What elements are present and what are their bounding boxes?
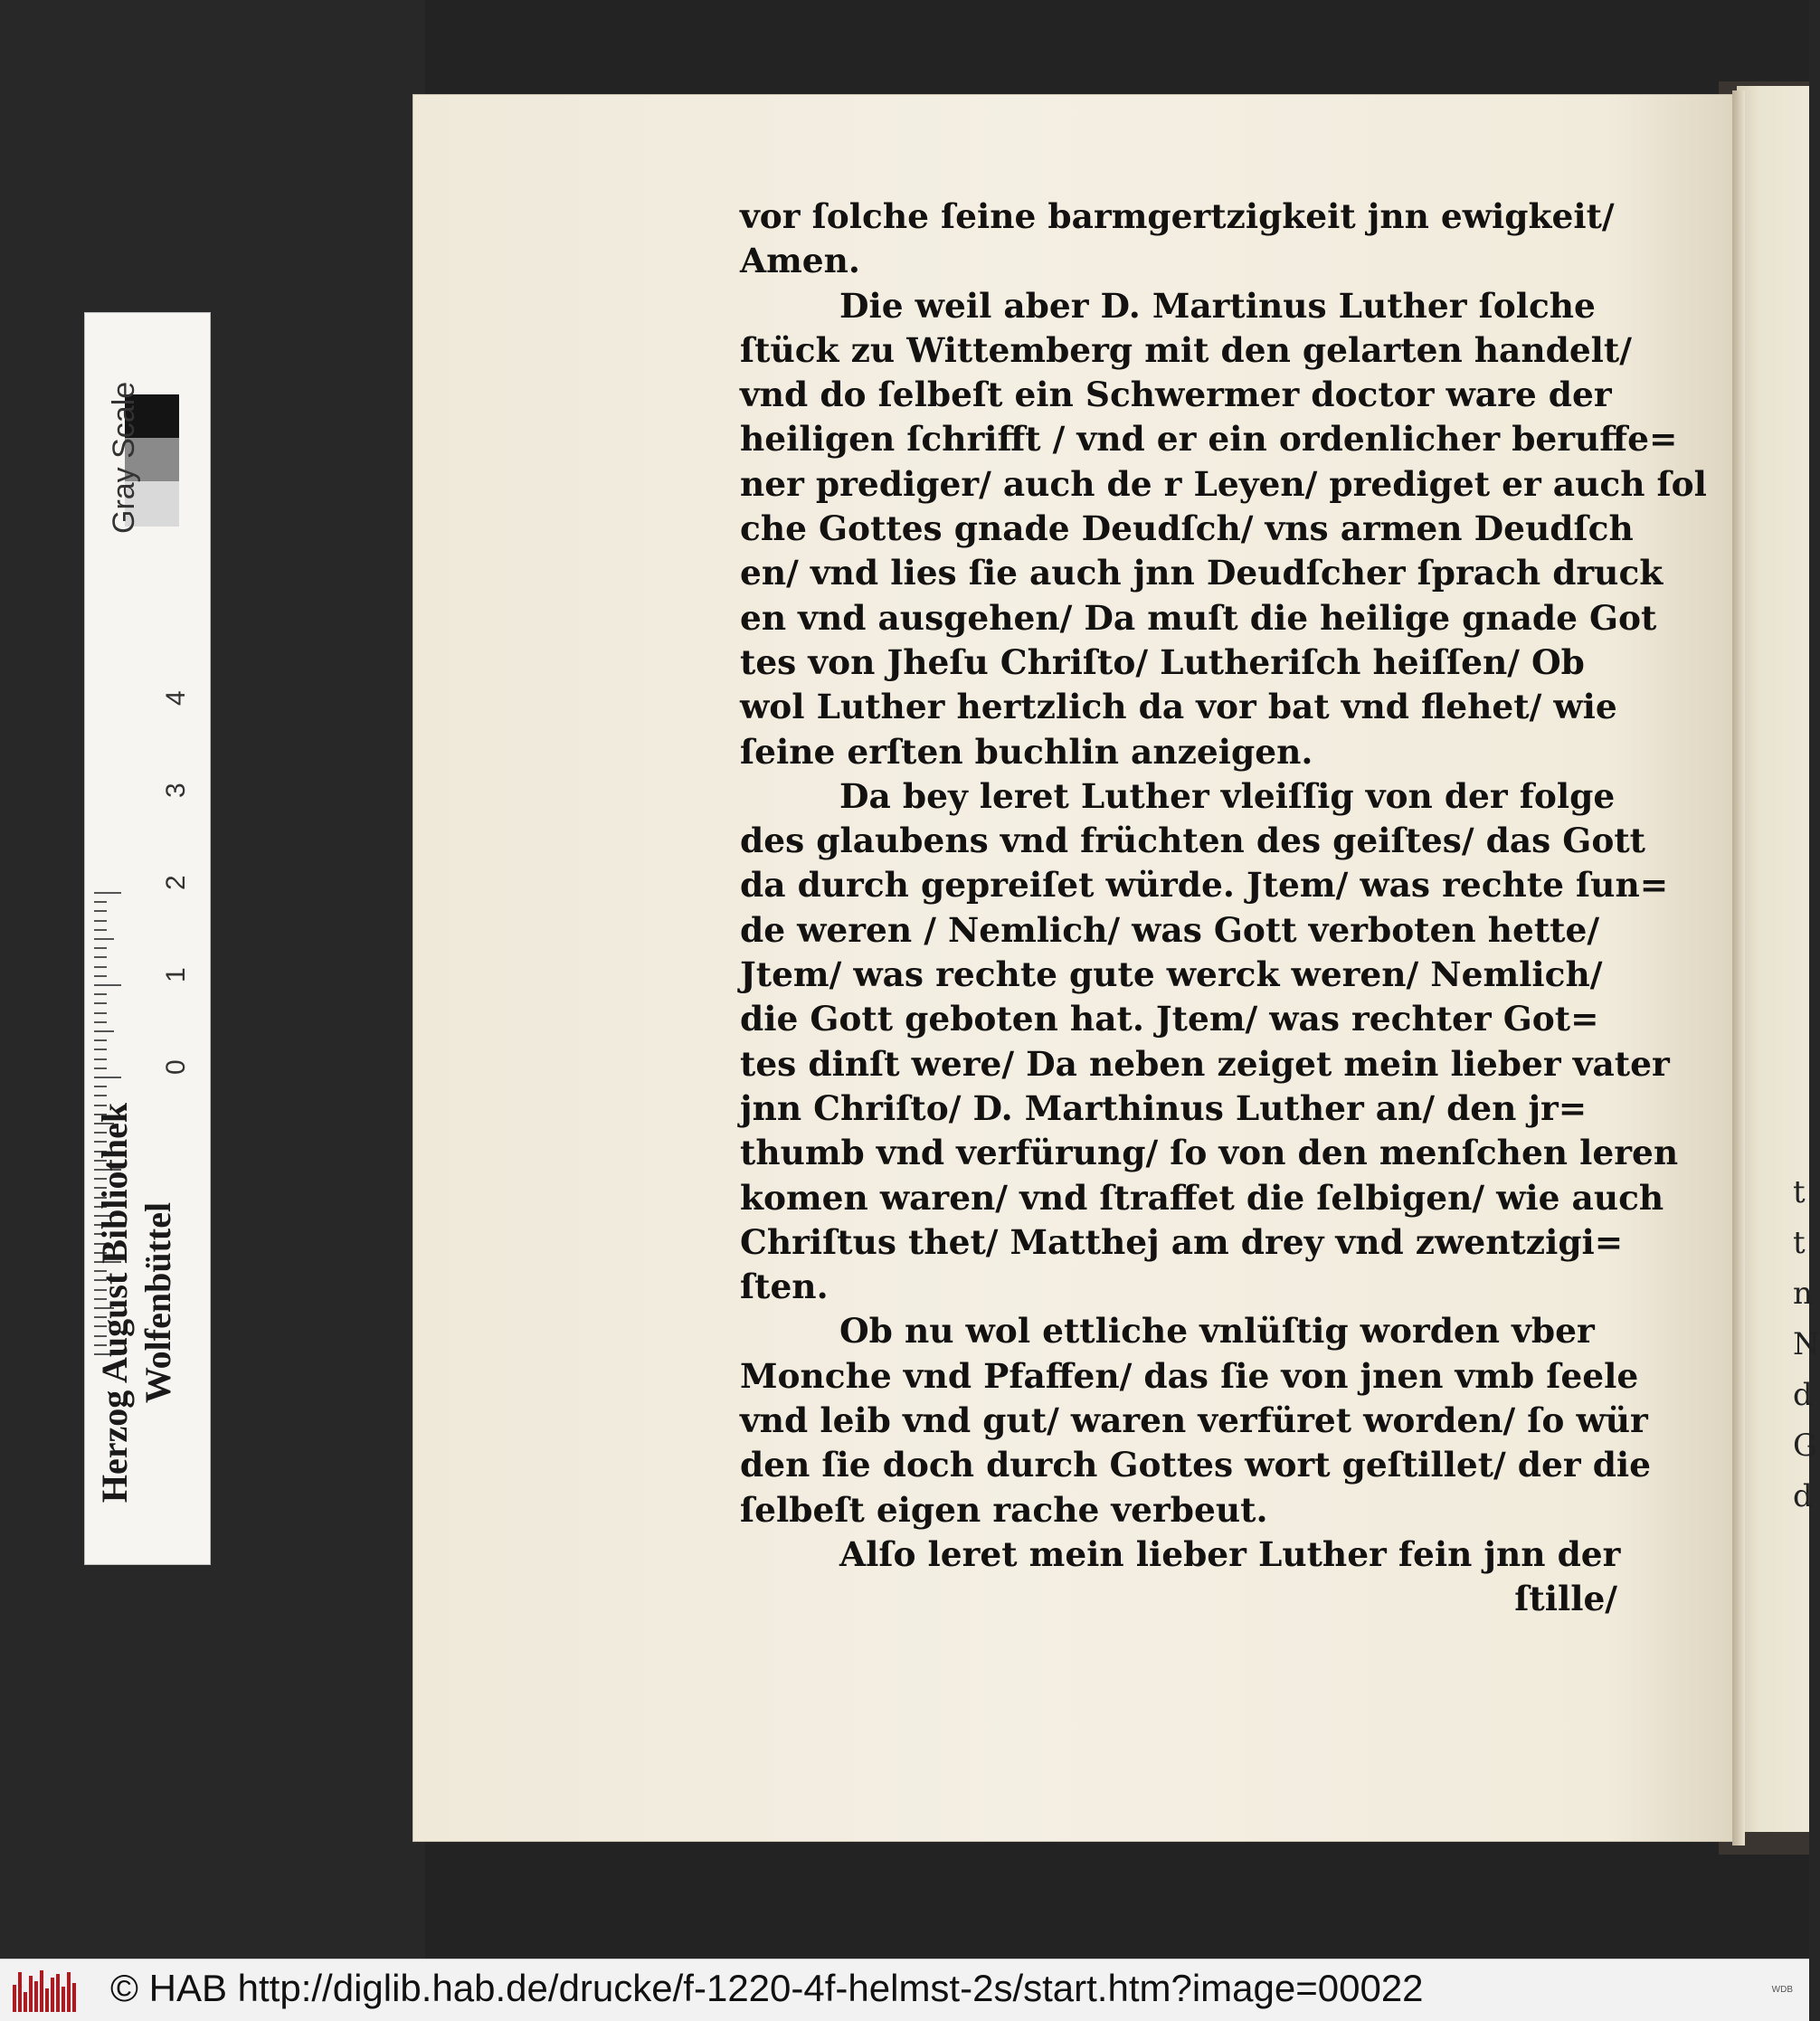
logo-bar	[18, 1972, 22, 2012]
ruler-tick	[94, 892, 121, 894]
text-line: des glaubens vnd früchten des geiſtes/ das Gott	[740, 821, 1645, 861]
ruler-tick	[94, 993, 107, 995]
logo-bar	[51, 1978, 54, 2012]
text-line: Alſo leret mein lieber Luther fein jnn der	[839, 1533, 1621, 1574]
text-line: vnd do ſelbeſt ein Schwermer doctor ware der	[740, 375, 1612, 415]
ruler-tick	[94, 984, 121, 986]
text-line: vnd leib vnd gut/ waren verfüret worden/ ſo wür	[740, 1400, 1648, 1441]
text-line: ſten.	[740, 1267, 829, 1307]
text-line: Jtem/ was rechte gute werck weren/ Nemlich/	[740, 954, 1603, 995]
ruler-tick	[94, 1039, 107, 1041]
logo-bar	[56, 1974, 60, 2012]
text-line: vor ſolche ſeine barmgertzigkeit jnn ewigkeit/	[740, 196, 1615, 236]
text-line: jnn Chriſto/ D. Marthinus Luther an/ den jr=	[740, 1087, 1588, 1128]
logo-bar	[62, 1987, 65, 2012]
gray-scale-label: Gray Scale	[107, 381, 141, 534]
text-line: da durch gepreiſet würde. Jtem/ was rechte ſun=	[740, 865, 1669, 906]
ruler-tick	[94, 920, 107, 922]
logo-bar	[34, 1981, 38, 2012]
text-line: Monche vnd Pfaffen/ das ſie von jnen vmb ſeele	[740, 1355, 1639, 1396]
ruler-tick	[94, 1030, 114, 1032]
page-gutter	[1732, 90, 1745, 1845]
text-line: Da bey leret Luther vleiſſig von der folge	[839, 775, 1616, 816]
ruler-tick	[94, 938, 114, 940]
ruler-tick	[94, 1058, 107, 1060]
text-line: Die weil aber D. Martinus Luther ſolche	[839, 285, 1596, 326]
text-line: die Gott geboten hat. Jtem/ was rechter Got=	[740, 999, 1599, 1039]
ruler-tick	[94, 901, 107, 903]
footer-bar	[0, 1959, 1809, 2021]
wdb-mark: WDB	[1771, 1985, 1793, 1995]
ruler-number: 1	[161, 967, 191, 982]
text-line: ſtück zu Wittemberg mit den gelarten handelt/	[740, 329, 1632, 370]
logo-bar	[13, 1985, 16, 2012]
logo-bar	[24, 1992, 27, 2012]
library-line-2: Wolfenbüttel	[137, 1201, 178, 1404]
catchword: ſtille/	[1514, 1579, 1617, 1619]
text-line: ſeine erſten buchlin anzeigen.	[740, 731, 1313, 772]
facing-page	[1737, 86, 1809, 1832]
ruler-tick	[94, 1002, 107, 1004]
text-line: wol Luther hertzlich da vor bat vnd flehet/ wie	[740, 687, 1617, 727]
facing-page-letters: t t n N d G d	[1793, 1174, 1820, 1514]
text-line: Ob nu wol ettliche vnlüſtig worden vber	[839, 1311, 1595, 1352]
text-line: ner prediger/ auch de r Leyen/ prediget er auch ſol	[740, 463, 1707, 504]
ruler-number: 4	[161, 690, 191, 706]
logo-bar	[72, 1983, 76, 2012]
text-line: thumb vnd verfürung/ ſo von den menſchen leren	[740, 1133, 1679, 1173]
logo-bar	[29, 1976, 33, 2012]
ruler-number: 3	[161, 783, 191, 798]
text-line: komen waren/ vnd ſtraffet die ſelbigen/ wie auch	[740, 1177, 1664, 1218]
ruler-tick	[94, 1048, 107, 1050]
text-line: de weren / Nemlich/ was Gott verboten hette/	[740, 909, 1600, 950]
ruler-tick	[94, 947, 107, 949]
ruler-tick	[94, 975, 107, 977]
text-line: en/ vnd lies ſie auch jnn Deudſcher ſprach druck	[740, 553, 1664, 593]
copyright-url: © HAB http://diglib.hab.de/drucke/f-1220-4f-helmst-2s/start.htm?image=00022	[110, 1967, 1424, 2009]
ruler-number: 0	[161, 1059, 191, 1075]
ruler-tick	[94, 929, 107, 931]
text-line: ſelbeſt eigen rache verbeut.	[740, 1489, 1268, 1530]
ruler-tick	[94, 956, 107, 958]
text-line: Amen.	[740, 241, 860, 281]
text-line: heiligen ſchrifft / vnd er ein ordenlicher beruffe=	[740, 419, 1678, 460]
logo-bar	[45, 1988, 49, 2012]
logo-bar	[67, 1972, 71, 2012]
text-line: den ſie doch durch Gottes wort geſtillet/ der die	[740, 1445, 1652, 1485]
ruler-tick	[94, 910, 107, 912]
library-name	[93, 1067, 180, 1538]
text-line: Chriſtus thet/ Matthej am drey vnd zwentzigi=	[740, 1221, 1624, 1262]
logo-bar	[40, 1970, 43, 2012]
ruler-tick	[94, 1021, 107, 1023]
page-text	[740, 195, 1707, 1622]
ruler-tick	[94, 1012, 107, 1014]
text-line: tes dinſt were/ Da neben zeiget mein lieber vater	[740, 1043, 1670, 1084]
library-line-1: Herzog August Bibliothek	[94, 1102, 135, 1504]
text-line: tes von Jheſu Chriſto/ Lutheriſch heiſſen/ Ob	[740, 641, 1585, 682]
text-line: che Gottes gnade Deudſch/ vns armen Deudſch	[740, 508, 1634, 549]
ruler-tick	[94, 966, 107, 968]
ruler-number: 2	[161, 875, 191, 890]
scan-background-left	[0, 0, 425, 1959]
text-line: en vnd ausgehen/ Da muſt die heilige gnade Got	[740, 597, 1657, 638]
hab-logo-icon	[13, 1969, 78, 2012]
